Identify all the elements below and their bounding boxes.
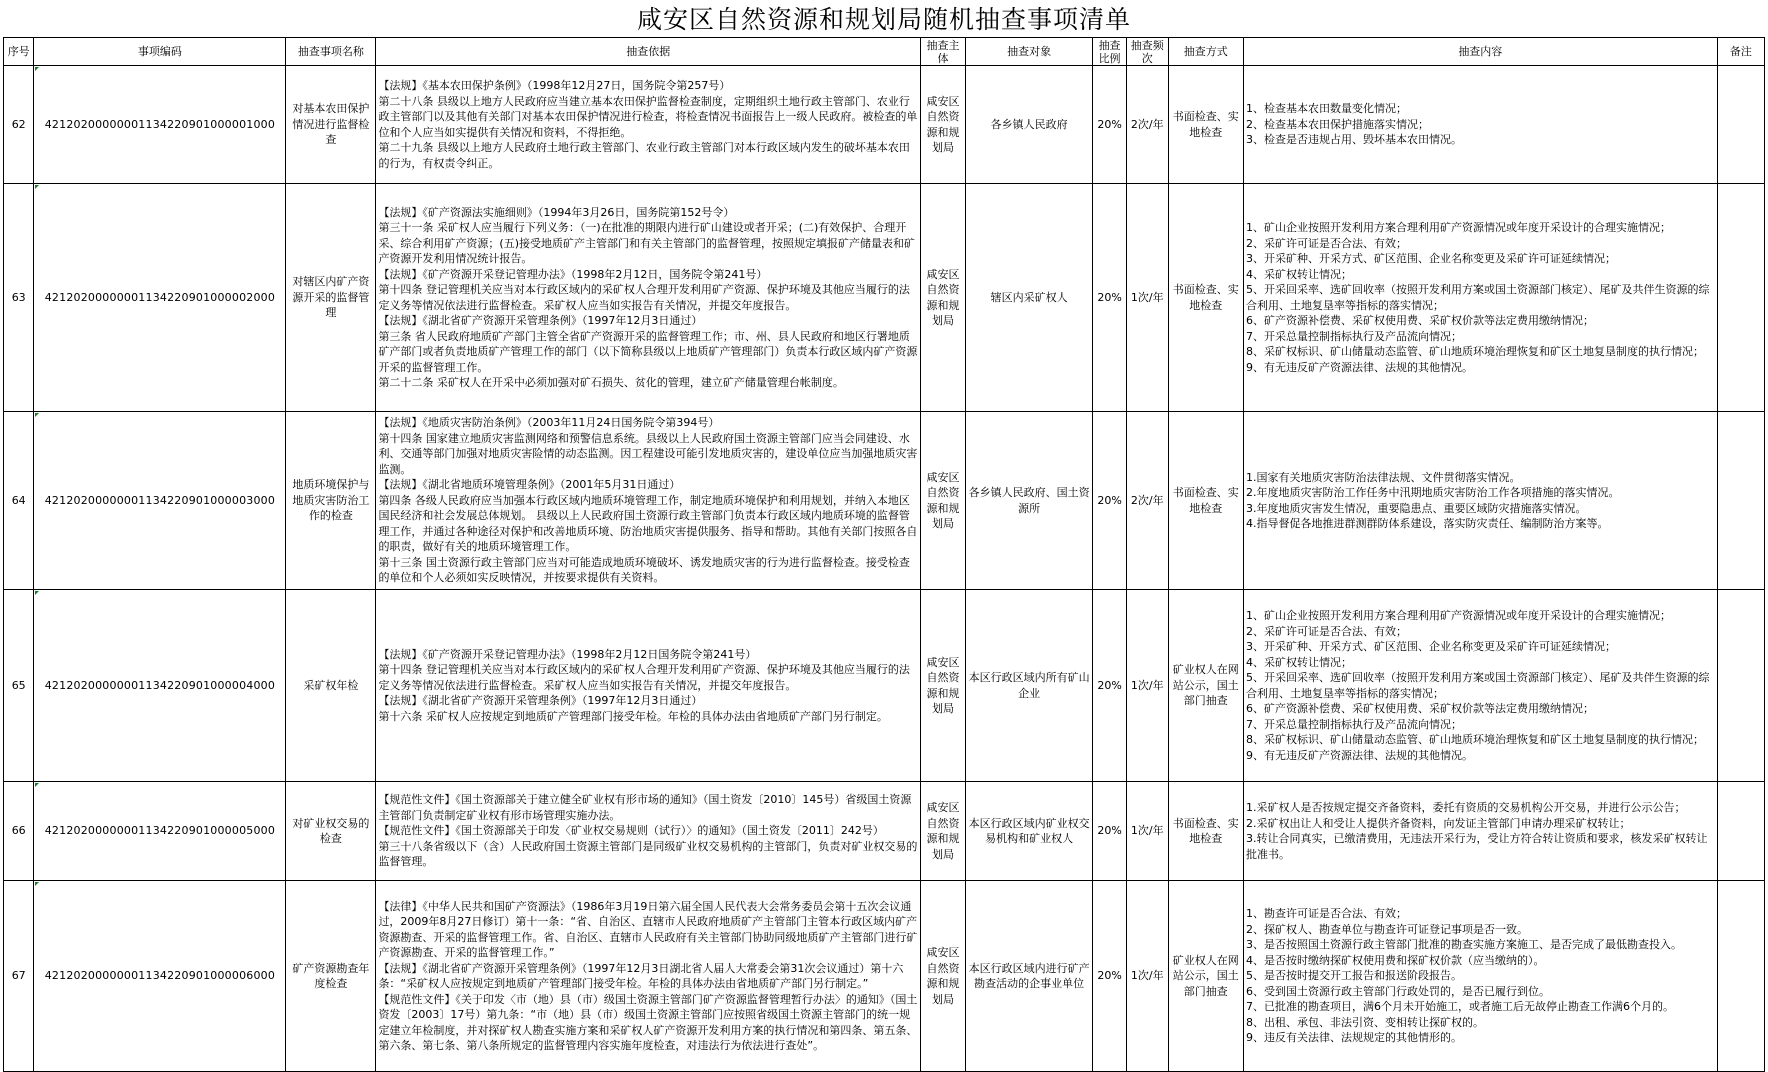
content-line: 2、采矿许可证是否合法、有效； (1245, 624, 1407, 638)
content-line: 3.转让合同真实，已缴清费用，无违法开采行为，受让方符合转让资质和要求，核发采矿权转让批准书。 (1245, 832, 1708, 861)
content-line: 7、开采总量控制指标执行及产品流向情况； (1245, 329, 1462, 343)
basis-line: 第三十八条省级以下（含）人民政府国土资源主管部门是同级矿业权交易机构的主管部门，负责对矿业权交易的监督管理。 (378, 839, 918, 869)
content-line: 4、采矿权转让情况； (1245, 655, 1352, 669)
basis-line: 【法规】《湖北省矿产资源开采管理条例》（1997年12月3日通过） (378, 314, 703, 327)
cell-method[interactable]: 矿业权人在网站公示，国土部门抽查 (1168, 881, 1243, 1072)
cell-freq[interactable]: 1次/年 (1126, 881, 1168, 1072)
content-line: 4、采矿权转让情况； (1245, 267, 1352, 281)
content-line: 3.年度地质灾害发生情况，重要隐患点、重要区域防灾措施落实情况。 (1245, 501, 1587, 515)
cell-method[interactable]: 矿业权人在网站公示，国土部门抽查 (1168, 590, 1243, 782)
cell-content[interactable] (1243, 184, 1717, 412)
cell-name[interactable]: 对矿业权交易的检查 (286, 782, 376, 881)
cell-object[interactable]: 辖区内采矿权人 (966, 184, 1093, 412)
cell-name[interactable]: 采矿权年检 (286, 590, 376, 782)
content-line: 1、检查基本农田数量变化情况； (1245, 102, 1407, 116)
cell-basis[interactable] (376, 590, 921, 782)
cell-object[interactable]: 本区行政区域内矿业权交易机构和矿业权人 (966, 782, 1093, 881)
content-line: 1.采矿权人是否按规定提交齐备资料，委托有资质的交易机构公开交易，并进行公示公告； (1245, 801, 1686, 814)
header-object[interactable]: 抽查对象 (966, 38, 1093, 66)
inspection-table (3, 37, 1765, 1072)
cell-freq[interactable]: 1次/年 (1126, 590, 1168, 782)
cell-code[interactable]: 42120200000001134220901000003000 (34, 412, 286, 590)
header-seq[interactable]: 序号 (4, 38, 34, 66)
cell-subject[interactable]: 咸安区自然资源和规划局 (921, 590, 966, 782)
cell-subject[interactable]: 咸安区自然资源和规划局 (921, 782, 966, 881)
content-line: 3、检查是否违规占用、毁坏基本农田情况。 (1245, 133, 1462, 147)
header-method[interactable]: 抽查方式 (1168, 38, 1243, 66)
cell-subject[interactable]: 咸安区自然资源和规划局 (921, 412, 966, 590)
cell-freq[interactable]: 2次/年 (1126, 412, 1168, 590)
cell-method[interactable]: 书面检查、实地检查 (1168, 412, 1243, 590)
cell-seq[interactable]: 62 (4, 66, 34, 184)
content-line: 1.国家有关地质灾害防治法律法规、文件贯彻落实情况。 (1245, 470, 1521, 484)
cell-ratio[interactable]: 20% (1093, 590, 1127, 782)
cell-ratio[interactable]: 20% (1093, 66, 1127, 184)
header-basis[interactable]: 抽查依据 (376, 38, 921, 66)
content-line: 2、探矿权人、勘查单位与勘查许可证登记事项是否一致。 (1245, 922, 1528, 936)
header-subject[interactable]: 抽查主体 (921, 38, 966, 66)
basis-line: 【规范性文件】《国土资源部关于建立健全矿业权有形市场的通知》（国土资发〔2010〕145号）省级国土资源主管部门负责制定矿业权有形市场管理实施办法。 (378, 793, 912, 822)
basis-line: 第四条 各级人民政府应当加强本行政区域内地质环境管理工作，制定地质环境保护和利用规划，并纳入本地区国民经济和社会发展总体规划。 县级以上人民政府国土资源行政主管部门负责本行政区域内地质环境的监督管理工作，并通过各种途径对保护和改善地质环境、防治地质灾害提供服务、指导和帮助。其他有关部门按照各自的职责，做好有关的地质环境管理工作。 (378, 493, 918, 554)
cell-basis[interactable] (376, 184, 921, 412)
table-row (4, 412, 1765, 590)
cell-remark[interactable] (1717, 184, 1764, 412)
cell-ratio[interactable]: 20% (1093, 412, 1127, 590)
cell-seq[interactable]: 65 (4, 590, 34, 782)
table-row (4, 590, 1765, 782)
cell-basis[interactable] (376, 66, 921, 184)
cell-method[interactable]: 书面检查、实地检查 (1168, 66, 1243, 184)
cell-code[interactable]: 42120200000001134220901000004000 (34, 590, 286, 782)
header-freq[interactable]: 抽查频次 (1126, 38, 1168, 66)
basis-line: 【法律】《中华人民共和国矿产资源法》（1986年3月19日第六届全国人民代表大会常务委员会第十五次会议通过，2009年8月27日修订）第十一条：“省、自治区、直辖市人民政府地质矿产主管部门主管本行政区域内矿产资源勘查、开采的监督管理工作。省、自治区、直辖市人民政府有关主管部门协助同级地质矿产主管部门进行矿产资源勘查、开采的监督管理工作。” (378, 899, 918, 959)
content-line: 6、受到国土资源行政主管部门行政处罚的，是否已履行到位。 (1245, 984, 1550, 998)
content-line: 4、是否按时缴纳探矿权使用费和探矿权价款（应当缴纳的）。 (1245, 953, 1545, 967)
cell-ratio[interactable]: 20% (1093, 881, 1127, 1072)
cell-freq[interactable]: 1次/年 (1126, 782, 1168, 881)
basis-line: 第二十九条 县级以上地方人民政府土地行政主管部门、农业行政主管部门对本行政区域内发生的破坏基本农田的行为，有权责令纠正。 (378, 141, 910, 170)
content-line: 6、矿产资源补偿费、采矿权使用费、采矿权价款等法定费用缴纳情况； (1245, 314, 1594, 327)
cell-basis[interactable] (376, 782, 921, 881)
basis-line: 【法规】《湖北省矿产资源开采管理条例》（1997年12月3日通过） (378, 694, 703, 708)
content-line: 3、开采矿种、开采方式、矿区范围、企业名称变更及采矿许可证延续情况； (1245, 640, 1616, 653)
content-line: 7、开采总量控制指标执行及产品流向情况； (1245, 717, 1462, 731)
content-line: 6、矿产资源补偿费、采矿权使用费、采矿权价款等法定费用缴纳情况； (1245, 702, 1594, 715)
content-line: 8、出租、承包、非法引资、变相转让探矿权的。 (1245, 1015, 1484, 1029)
content-line: 7、已批准的勘查项目，满6个月未开始施工，或者施工后无故停止勘查工作满6个月的。 (1245, 1000, 1674, 1014)
header-content[interactable]: 抽查内容 (1243, 38, 1717, 66)
cell-name[interactable]: 矿产资源勘查年度检查 (286, 881, 376, 1072)
table-body (4, 66, 1765, 1072)
cell-freq[interactable]: 2次/年 (1126, 66, 1168, 184)
cell-seq[interactable]: 64 (4, 412, 34, 590)
basis-line: 【法规】《基本农田保护条例》（1998年12月27日，国务院令第257号） (378, 79, 731, 92)
cell-seq[interactable]: 67 (4, 881, 34, 1072)
content-line: 3、开采矿种、开采方式、矿区范围、企业名称变更及采矿许可证延续情况； (1245, 252, 1616, 265)
cell-name[interactable]: 对辖区内矿产资源开采的监督管理 (286, 184, 376, 412)
cell-seq[interactable]: 66 (4, 782, 34, 881)
cell-object[interactable]: 本区行政区域内所有矿山企业 (966, 590, 1093, 782)
table-row (4, 66, 1765, 184)
basis-line: 【法规】《矿产资源开采登记管理办法》（1998年2月12日国务院令第241号） (378, 647, 757, 661)
content-line: 4.指导督促各地推进群测群防体系建设，落实防灾责任、编制防治方案等。 (1245, 517, 1609, 530)
content-line: 5、是否按时提交开工报告和报送阶段报告。 (1245, 969, 1462, 983)
content-line: 9、违反有关法律、法规规定的其他情形的。 (1245, 1031, 1462, 1045)
cell-name[interactable]: 地质环境保护与地质灾害防治工作的检查 (286, 412, 376, 590)
basis-line: 第三十一条 采矿权人应当履行下列义务：（一)在批准的期限内进行矿山建设或者开采；(二)有效保护、合理开采、综合利用矿产资源；(五)接受地质矿产主管部门和有关主管部门的监督管理，按照规定填报矿产储量表和矿产资源开发利用情况统计报告。 (378, 221, 916, 265)
cell-code[interactable]: 42120200000001134220901000006000 (34, 881, 286, 1072)
cell-remark[interactable] (1717, 66, 1764, 184)
basis-line: 第三条 省人民政府地质矿产部门主管全省矿产资源开采的监督管理工作；市、州、县人民政府和地区行署地质矿产部门或者负责地质矿产管理工作的部门（以下简称县级以上地质矿产管理部门）负责本行政区域内矿产资源开采的监督管理工作。 (378, 329, 918, 374)
basis-line: 【法规】《湖北省矿产资源开采管理条例》（1997年12月3日湖北省人届人大常委会第31次会议通过）第十六条：“采矿权人应按规定到地质矿产管理部门接受年检。年检的具体办法由省地质矿产部门另行制定。” (378, 961, 904, 990)
content-line: 5、开采回采率、选矿回收率（按照开发利用方案或国土资源部门核定）、尾矿及共伴生资源的综合利用、土地复垦率等指标的落实情况； (1245, 671, 1710, 700)
basis-line: 第十四条 登记管理机关应当对本行政区域内的采矿权人合理开发利用矿产资源、保护环境及其他应当履行的法定义务等情况依法进行监督检查。采矿权人应当如实报告有关情况，并提交年度报告。 (378, 663, 910, 692)
basis-line: 【规范性文件】《关于印发〈市（地）县（市）级国土资源主管部门矿产资源监督管理暂行办法〉的通知》（国土资发〔2003〕17号）第九条：“市（地）县（市）级国土资源主管部门应按照省级国土资源主管部门的统一规定建立年检制度，并对探矿权人勘查实施方案和采矿权人矿产资源开发利用方案的执行情况和第四条、第五条、第六条、第七条、第八条所规定的监督管理内容实施年度检查，对违法行为依法进行查处”。 (378, 992, 918, 1052)
cell-remark[interactable] (1717, 412, 1764, 590)
table-header-row (4, 38, 1765, 66)
cell-code[interactable]: 42120200000001134220901000001000 (34, 66, 286, 184)
header-name[interactable]: 抽查事项名称 (286, 38, 376, 66)
content-line: 2.采矿权出让人和受让人提供齐备资料，向发证主管部门申请办理采矿权转让； (1245, 816, 1631, 830)
cell-freq[interactable]: 1次/年 (1126, 184, 1168, 412)
cell-seq[interactable]: 63 (4, 184, 34, 412)
cell-method[interactable]: 书面检查、实地检查 (1168, 184, 1243, 412)
cell-object[interactable]: 本区行政区域内进行矿产勘查活动的企事业单位 (966, 881, 1093, 1072)
cell-content[interactable] (1243, 590, 1717, 782)
cell-subject[interactable]: 咸安区自然资源和规划局 (921, 66, 966, 184)
content-line: 2.年度地质灾害防治工作任务中汛期地质灾害防治工作各项措施的落实情况。 (1245, 486, 1620, 499)
content-line: 2、检查基本农田保护措施落实情况； (1245, 117, 1429, 131)
basis-line: 【法规】《矿产资源法实施细则》（1994年3月26日，国务院第152号令） (378, 205, 735, 219)
content-line: 1、矿山企业按照开发利用方案合理利用矿产资源情况或年度开采设计的合理实施情况； (1245, 221, 1671, 234)
cell-name[interactable]: 对基本农田保护情况进行监督检查 (286, 66, 376, 184)
content-line: 3、是否按照国土资源行政主管部门批准的勘查实施方案施工、是否完成了最低勘查投入。 (1245, 938, 1682, 952)
content-line: 1、勘查许可证是否合法、有效； (1245, 907, 1407, 921)
cell-content[interactable] (1243, 412, 1717, 590)
basis-line: 第十四条 登记管理机关应当对本行政区域内的采矿权人合理开发利用矿产资源、保护环境及其他应当履行的法定义务等情况依法进行监督检查。采矿权人应当如实报告有关情况，并提交年度报告。 (378, 283, 910, 312)
cell-object[interactable]: 各乡镇人民政府 (966, 66, 1093, 184)
content-line: 2、采矿许可证是否合法、有效； (1245, 236, 1407, 250)
cell-ratio[interactable]: 20% (1093, 782, 1127, 881)
header-remark[interactable]: 备注 (1717, 38, 1764, 66)
basis-line: 【法规】《矿产资源开采登记管理办法》（1998年2月12日，国务院令第241号） (378, 267, 768, 281)
cell-code[interactable]: 42120200000001134220901000005000 (34, 782, 286, 881)
cell-basis[interactable] (376, 412, 921, 590)
basis-line: 第二十八条 县级以上地方人民政府应当建立基本农田保护监督检查制度，定期组织土地行政主管部门、农业行政主管部门以及其他有关部门对基本农田保护情况进行检查，将检查情况书面报告上一级人民政府。被检查的单位和个人应当如实提供有关情况和资料，不得拒绝。 (378, 94, 918, 139)
cell-content[interactable] (1243, 782, 1717, 881)
basis-line: 第二十二条 采矿权人在开采中必须加强对矿石损失、贫化的管理，建立矿产储量管理台帐制度。 (378, 376, 844, 389)
basis-line: 第十六条 采矿权人应按规定到地质矿产管理部门接受年检。年检的具体办法由省地质矿产部门另行制定。 (378, 709, 888, 723)
cell-object[interactable]: 各乡镇人民政府、国土资源所 (966, 412, 1093, 590)
cell-code[interactable]: 42120200000001134220901000002000 (34, 184, 286, 412)
content-line: 9、有无违反矿产资源法律、法规的其他情况。 (1245, 360, 1473, 374)
content-line: 1、矿山企业按照开发利用方案合理利用矿产资源情况或年度开采设计的合理实施情况； (1245, 609, 1671, 622)
cell-ratio[interactable]: 20% (1093, 184, 1127, 412)
sheet-title: 咸安区自然资源和规划局随机抽查事项清单 (636, 5, 1131, 34)
cell-subject[interactable]: 咸安区自然资源和规划局 (921, 881, 966, 1072)
cell-content[interactable] (1243, 66, 1717, 184)
table-row (4, 782, 1765, 881)
basis-line: 【规范性文件】《国土资源部关于印发〈矿业权交易规则（试行）〉的通知》（国土资发〔2011〕242号） (378, 824, 884, 838)
cell-subject[interactable]: 咸安区自然资源和规划局 (921, 184, 966, 412)
cell-remark[interactable] (1717, 782, 1764, 881)
basis-line: 第十三条 国土资源行政主管部门应当对可能造成地质环境破坏、诱发地质灾害的行为进行监督检查。接受检查的单位和个人必须如实反映情况，并按要求提供有关资料。 (378, 555, 910, 585)
header-ratio[interactable]: 抽查比例 (1093, 38, 1127, 66)
content-line: 8、采矿权标识、矿山储量动态监管、矿山地质环境治理恢复和矿区土地复垦制度的执行情况； (1245, 345, 1704, 358)
content-line: 5、开采回采率、选矿回收率（按照开发利用方案或国土资源部门核定）、尾矿及共伴生资源的综合利用、土地复垦率等指标的落实情况； (1245, 283, 1710, 312)
table-row (4, 184, 1765, 412)
content-line: 8、采矿权标识、矿山储量动态监管、矿山地质环境治理恢复和矿区土地复垦制度的执行情况； (1245, 733, 1704, 746)
cell-remark[interactable] (1717, 590, 1764, 782)
basis-line: 【法规】《地质灾害防治条例》（2003年11月24日国务院令第394号） (378, 416, 720, 430)
content-line: 9、有无违反矿产资源法律、法规的其他情况。 (1245, 748, 1473, 762)
basis-line: 【法规】《湖北省地质环境管理条例》（2001年5月31日通过） (378, 478, 681, 492)
cell-method[interactable]: 书面检查、实地检查 (1168, 782, 1243, 881)
header-code[interactable]: 事项编码 (34, 38, 286, 66)
basis-line: 第十四条 国家建立地质灾害监测网络和预警信息系统。县级以上人民政府国土资源主管部门应当会同建设、水利、交通等部门加强对地质灾害险情的动态监测。因工程建设可能引发地质灾害的，建设单位应当加强地质灾害监测。 (378, 431, 918, 476)
